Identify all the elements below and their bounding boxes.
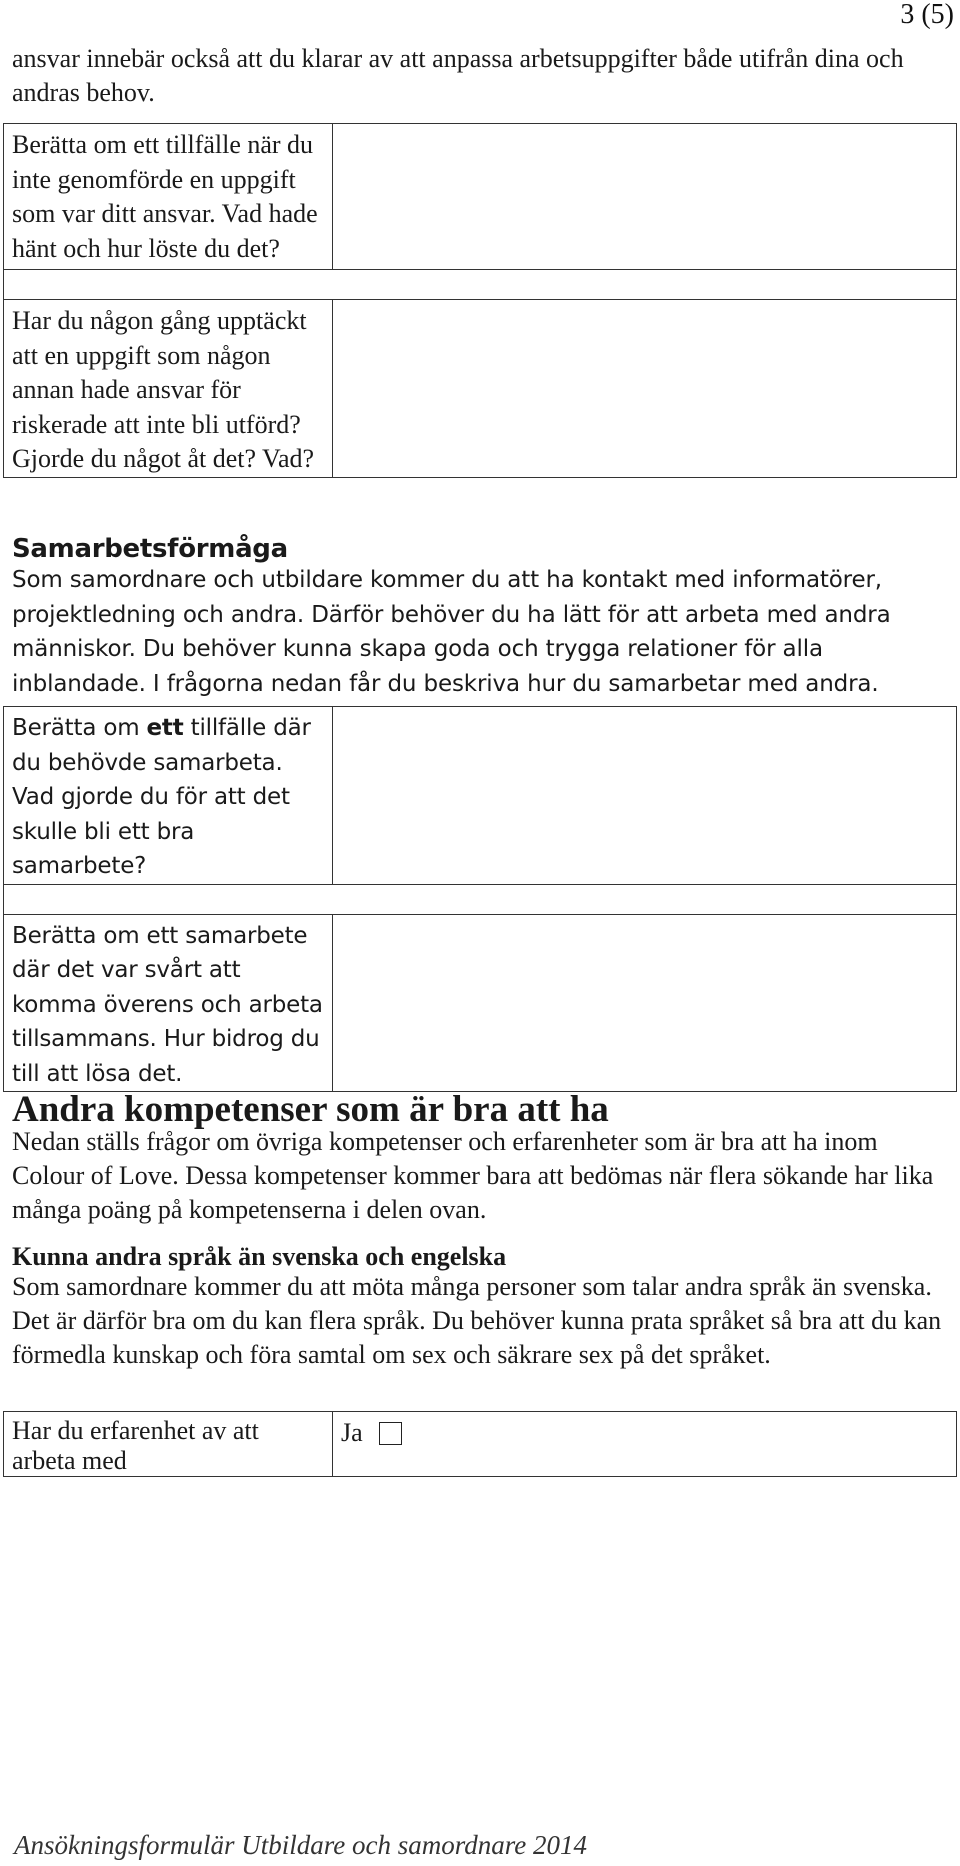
samarbete-heading: Samarbetsförmåga (12, 534, 288, 564)
table-row (4, 707, 957, 885)
sprak-heading: Kunna andra språk än svenska och engelska (12, 1242, 507, 1271)
question-cell (4, 300, 333, 478)
table-spacer (4, 270, 957, 300)
sprak-text: Som samordnare kommer du att möta många personer som talar andra språk än svenska. Det är därför bra om du kan flera språk. Du behöver kunna prata språket så bra att du kan förmedla kunskap och föra samtal om sex och säkrare sex på det språket. (12, 1272, 942, 1369)
question-cell (4, 1412, 333, 1477)
question-cell (4, 124, 333, 270)
table-row (4, 1412, 957, 1477)
page-number: 3 (5) (900, 0, 954, 30)
sprak-question-table (3, 1411, 957, 1477)
question-text: Berätta om ett tillfälle när du inte genomförde en uppgift som var ditt ansvar. Vad hade hänt och hur löste du det? (12, 130, 318, 263)
samarbete-text: Som samordnare och utbildare kommer du att ha kontakt med informatörer, projektledning och andra. Därför behöver du ha lätt för att arbeta med andra människor. Du behöver kunna skapa goda och trygga relationer för alla inblandade. I frågorna nedan får du beskriva hur du samarbetar med andra. (12, 567, 891, 697)
ja-checkbox[interactable] (379, 1422, 402, 1445)
andra-heading: Andra kompetenser som är bra att ha (12, 1089, 609, 1130)
ansvar-question-table (3, 123, 957, 478)
answer-field[interactable] (333, 914, 957, 1092)
answer-field[interactable] (333, 707, 957, 885)
option-label: Ja (341, 1418, 363, 1447)
table-spacer (4, 884, 957, 914)
samarbete-question-table (3, 706, 957, 1092)
question-cell: Berätta om ett tillfälle där du behövde samarbeta. Vad gjorde du för att det skulle bli ett bra samarbete? (4, 707, 333, 885)
question-text: Har du någon gång upptäckt att en uppgift som någon annan hade ansvar för riskerade att inte bli utförd? Gjorde du något åt det? Vad? (12, 306, 315, 473)
question-cell (4, 914, 333, 1092)
footer-text: Ansökningsformulär Utbildare och samordnare 2014 (14, 1830, 587, 1860)
table-row (4, 300, 957, 478)
table-row (4, 124, 957, 270)
andra-text: Nedan ställs frågor om övriga kompetenser och erfarenheter som är bra att ha inom Colour of Love. Dessa kompetenser kommer bara att bedömas när flera sökande har lika många poäng på kompetenserna i delen ovan. (12, 1127, 934, 1224)
question-text: Berätta om ett samarbete där det var svårt att komma överens och arbeta tillsammans. Hur bidrog du till att lösa det. (12, 922, 323, 1087)
answer-field (333, 1412, 957, 1477)
answer-field[interactable] (333, 124, 957, 270)
question-text: Har du erfarenhet av att arbeta med (12, 1416, 259, 1475)
answer-field[interactable] (333, 300, 957, 478)
intro-text: ansvar innebär också att du klarar av att anpassa arbetsuppgifter både utifrån dina och andras behov. (12, 44, 904, 107)
table-row (4, 914, 957, 1092)
